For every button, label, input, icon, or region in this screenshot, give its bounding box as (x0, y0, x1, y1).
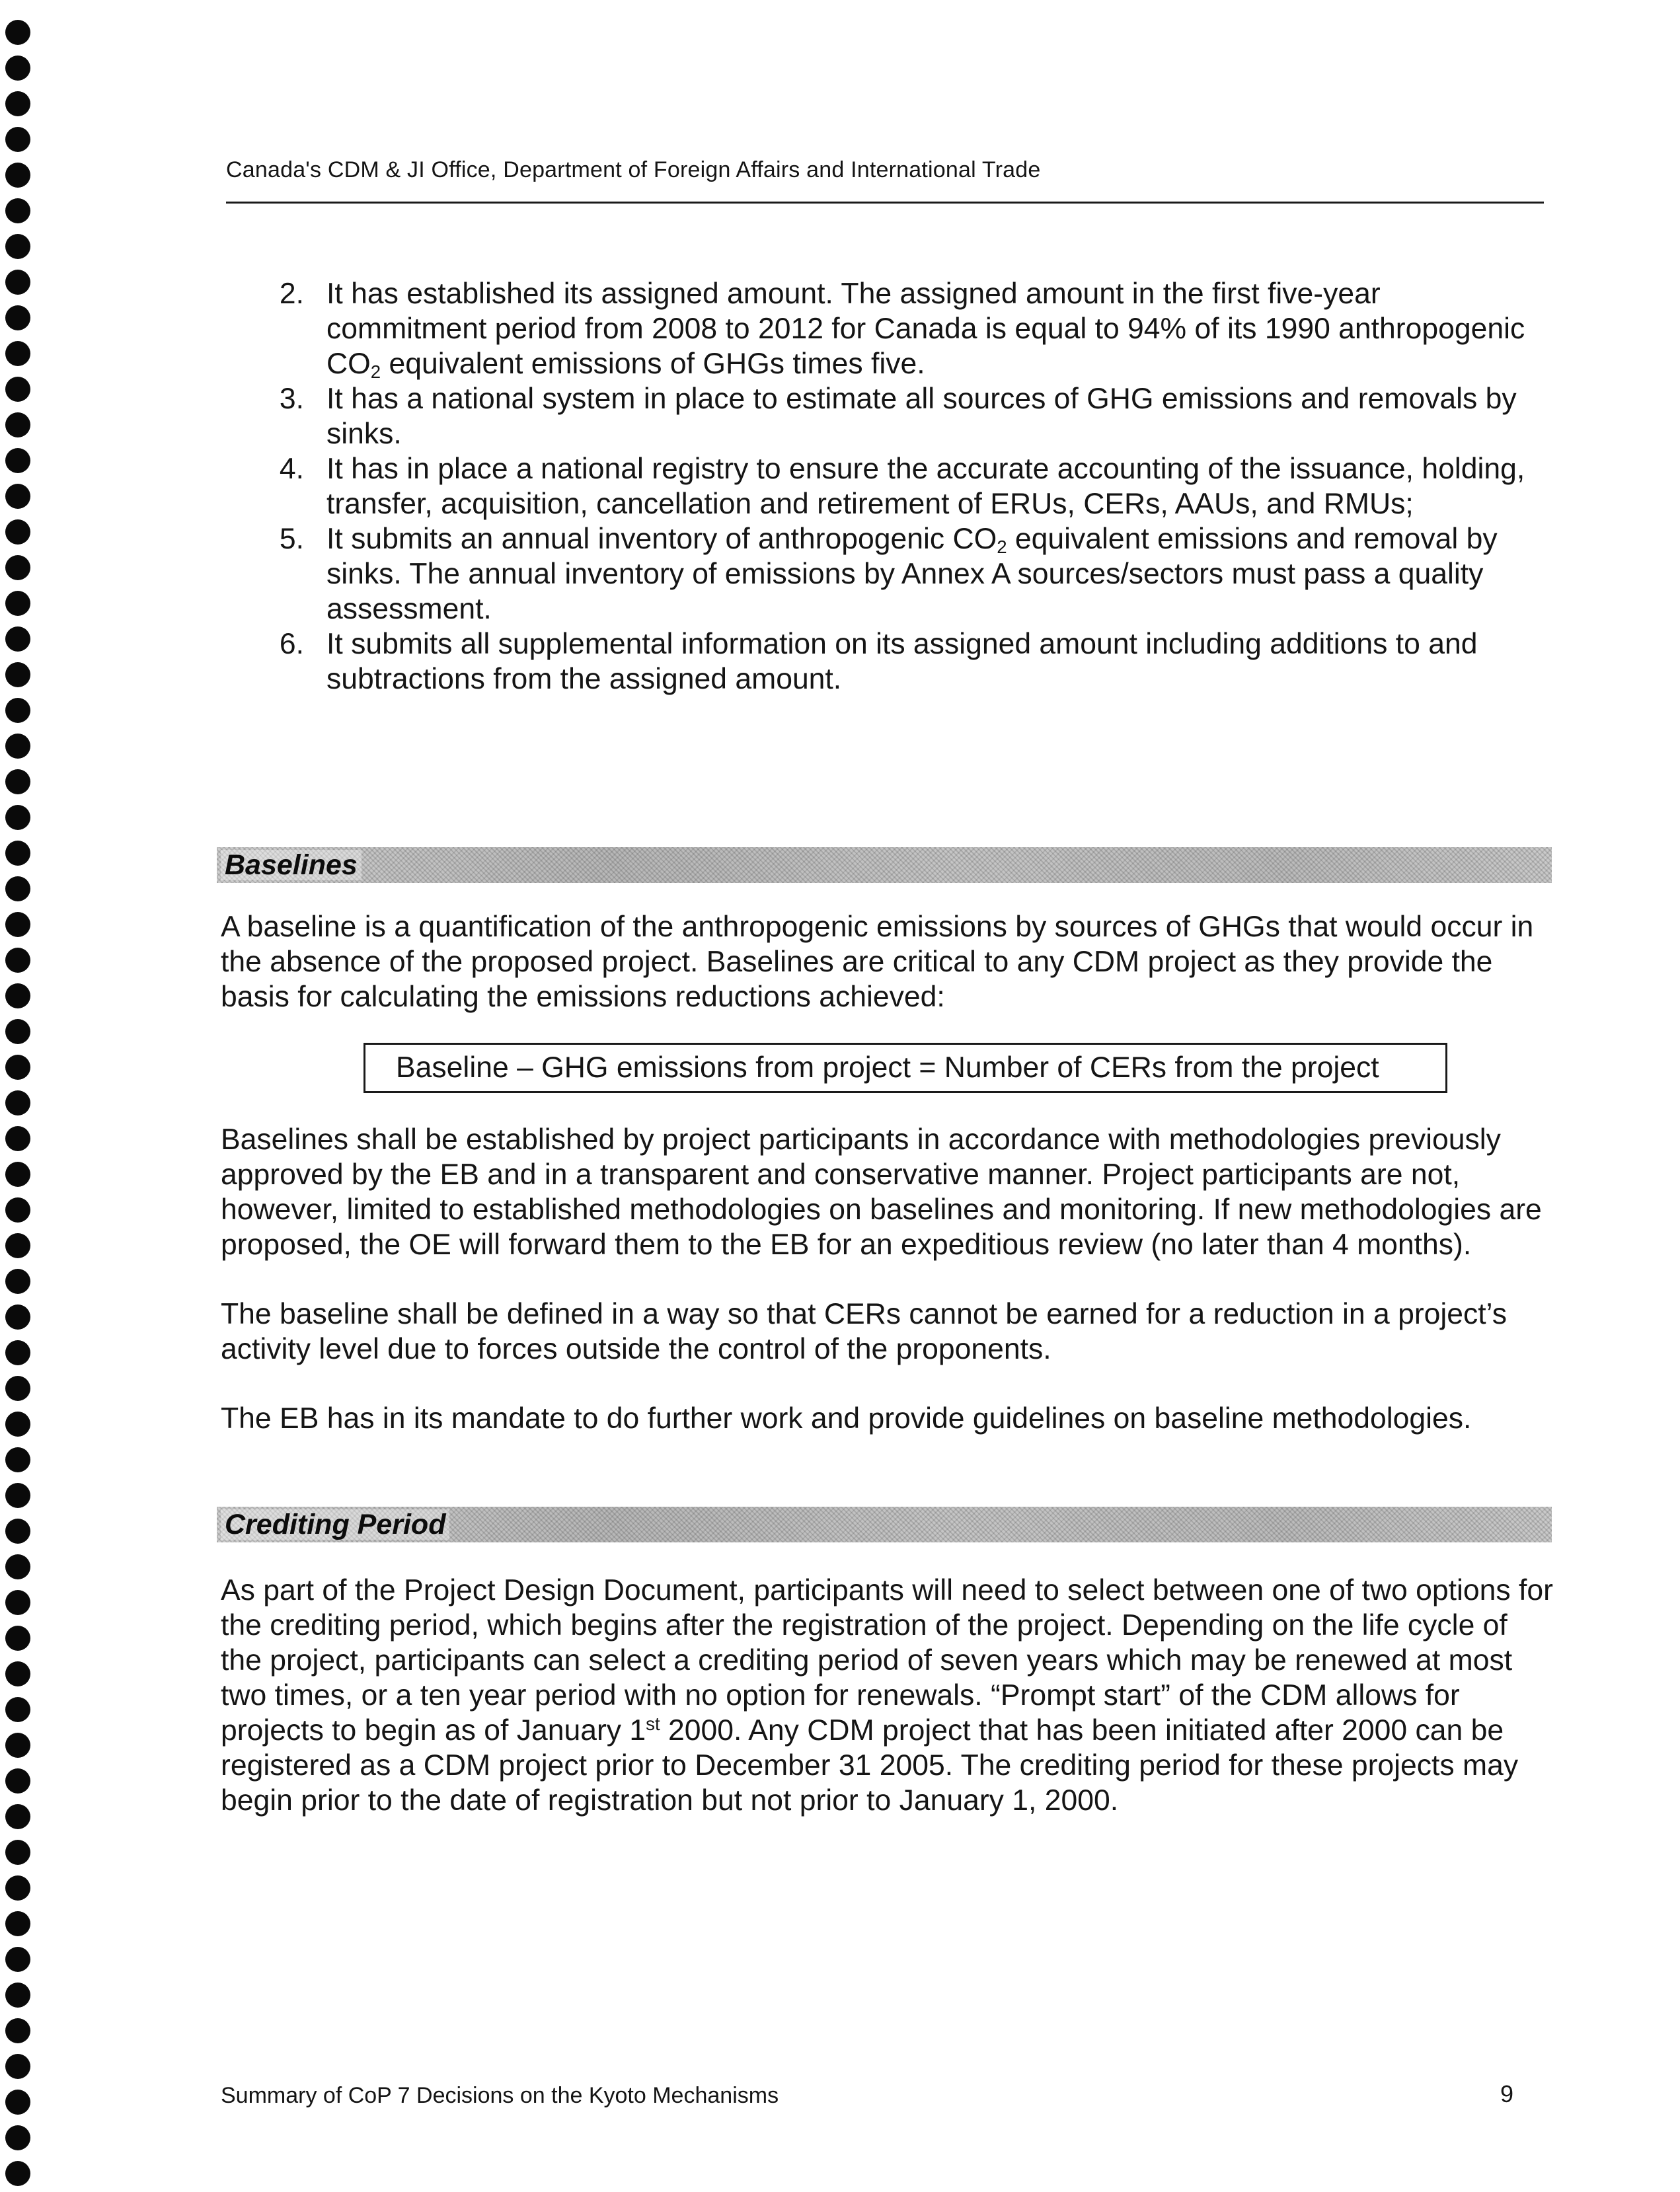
binder-hole (5, 234, 30, 259)
binder-hole (5, 1804, 30, 1829)
binder-hole (5, 1197, 30, 1223)
binder-hole (5, 805, 30, 830)
requirements-list (264, 276, 1546, 697)
section-title: Crediting Period (221, 1509, 449, 1540)
binder-hole (5, 1483, 30, 1508)
section-title: Baselines (221, 850, 362, 880)
binder-hole (5, 626, 30, 652)
binder-hole (5, 662, 30, 687)
binder-hole (5, 20, 30, 45)
crediting-paragraph: As part of the Project Design Document, participants will need to select between one of two options for the crediting period, which begins after the registration of the project. Depending on the life cycle of the project, participants can select a crediting period of seven years which may be renewed at most two times, or a ten year period with no option for renewals. “Prompt start” of the CDM allows for projects to begin as of January 1st 2000. Any CDM project that has been initiated after 2000 can be registered as a CDM project prior to December 31 2005. The crediting period for these projects may begin prior to the date of registration but not prior to January 1, 2000. (221, 1574, 1553, 1817)
list-item (264, 381, 1546, 451)
list-item-number: 6. (279, 628, 304, 660)
binder-hole (5, 1590, 30, 1615)
list-item (264, 521, 1546, 626)
binder-hole (5, 1626, 30, 1651)
binder-hole (5, 1090, 30, 1115)
baselines-paragraph-4: The EB has in its mandate to do further work and provide guidelines on baseline methodologies. (221, 1402, 1472, 1435)
baseline-formula: Baseline – GHG emissions from project = Number of CERs from the project (363, 1043, 1447, 1093)
binder-hole (5, 1840, 30, 1865)
binder-hole (5, 876, 30, 901)
binder-hole (5, 1661, 30, 1686)
binder-hole (5, 912, 30, 937)
list-item-number: 3. (279, 383, 304, 415)
binder-hole (5, 1412, 30, 1437)
binder-hole (5, 2090, 30, 2115)
list-item-number: 5. (279, 523, 304, 555)
binder-hole (5, 1911, 30, 1936)
binder-hole (5, 769, 30, 794)
binder-hole (5, 484, 30, 509)
list-item-number: 4. (279, 453, 304, 485)
binder-hole (5, 1233, 30, 1258)
binder-hole (5, 1733, 30, 1758)
binder-hole (5, 1983, 30, 2008)
page-footer: Summary of CoP 7 Decisions on the Kyoto Mechanisms (221, 2083, 779, 2108)
binder-hole (5, 1126, 30, 1151)
list-item-text: It submits all supplemental information on its assigned amount including additions to and subtractions from the assigned amount. (326, 628, 1478, 695)
binder-hole (5, 305, 30, 330)
list-item-text: It has in place a national registry to ensure the accurate accounting of the issuance, holding, transfer, acquisition, cancellation and retirement of ERUs, CERs, AAUs, and RMUs; (326, 453, 1525, 520)
section-heading-baselines (217, 847, 1552, 883)
baselines-paragraph-2: Baselines shall be established by project participants in accordance with methodologies previously approved by the EB and in a transparent and conservative manner. Project participants are not, however, limited to established methodologies on baselines and monitoring. If new methodologies are proposed, the OE will forward them to the EB for an expeditious review (no later than 4 months). (221, 1123, 1542, 1261)
binder-hole (5, 1340, 30, 1365)
binder-hole (5, 163, 30, 188)
binder-hole (5, 591, 30, 616)
list-item-number: 2. (279, 278, 304, 310)
binder-hole (5, 448, 30, 473)
list-item-text: It has established its assigned amount. The assigned amount in the first five-year commitment period from 2008 to 2012 for Canada is equal to 94% of its 1990 anthropogenic $CO_2$ equivalent emissions of GHGs times five. (326, 278, 1525, 382)
binder-hole (5, 91, 30, 116)
binder-hole (5, 1875, 30, 1901)
baselines-intro: A baseline is a quantification of the anthropogenic emissions by sources of GHGs that would occur in the absence of the proposed project. Baselines are critical to any CDM project as they provide the basis for calculating the emissions reductions achieved: (221, 911, 1534, 1013)
list-item (264, 276, 1546, 381)
binder-hole (5, 1554, 30, 1579)
binder-hole (5, 948, 30, 973)
binder-hole (5, 555, 30, 580)
binder-holes (0, 0, 40, 2192)
binder-hole (5, 1162, 30, 1187)
list-item (264, 451, 1546, 521)
binder-hole (5, 1768, 30, 1794)
binder-hole (5, 698, 30, 723)
binder-hole (5, 412, 30, 437)
binder-hole (5, 2054, 30, 2079)
binder-hole (5, 127, 30, 152)
binder-hole (5, 1019, 30, 1044)
binder-hole (5, 841, 30, 866)
binder-hole (5, 734, 30, 759)
binder-hole (5, 983, 30, 1008)
baselines-paragraph-3: The baseline shall be defined in a way so that CERs cannot be earned for a reduction in a project’s activity level due to forces outside the control of the proponents. (221, 1298, 1508, 1365)
section-heading-crediting-period (217, 1507, 1552, 1542)
binder-hole (5, 1697, 30, 1722)
binder-hole (5, 377, 30, 402)
binder-hole (5, 2161, 30, 2186)
binder-hole (5, 1055, 30, 1080)
binder-hole (5, 270, 30, 295)
binder-hole (5, 2018, 30, 2043)
list-item-text: It submits an annual inventory of anthropogenic $CO_2$ equivalent emissions and removal by sinks. The annual inventory of emissions by Annex A sources/sectors must pass a quality assessment. (326, 523, 1498, 625)
binder-hole (5, 1519, 30, 1544)
binder-hole (5, 198, 30, 223)
binder-hole (5, 1376, 30, 1401)
binder-hole (5, 341, 30, 366)
binder-hole (5, 56, 30, 81)
list-item (264, 626, 1546, 697)
binder-hole (5, 519, 30, 545)
page-number: 9 (1500, 2080, 1514, 2107)
binder-hole (5, 1947, 30, 1972)
binder-hole (5, 1304, 30, 1330)
list-item-text: It has a national system in place to estimate all sources of GHG emissions and removals by sinks. (326, 383, 1517, 450)
page-header: Canada's CDM & JI Office, Department of Foreign Affairs and International Trade (226, 157, 1041, 182)
header-divider (226, 202, 1544, 204)
binder-hole (5, 1447, 30, 1472)
binder-hole (5, 1269, 30, 1294)
binder-hole (5, 2125, 30, 2150)
